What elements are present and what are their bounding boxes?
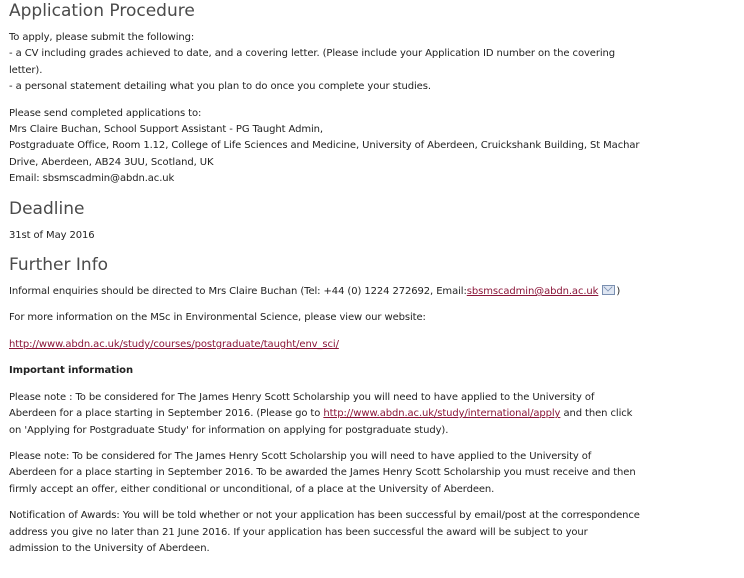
page-content — [9, 0, 735, 557]
important-info-heading-text: Important information — [9, 365, 133, 377]
mail-icon[interactable] — [602, 285, 615, 295]
application-intro: To apply, please submit the following: — [9, 32, 195, 43]
address-line-3: Drive, Aberdeen, AB24 3UU, Scotland, UK — [9, 156, 214, 168]
important-info-heading — [9, 363, 735, 379]
enquiries-email-link[interactable]: sbsmscadmin@abdn.ac.uk — [466, 286, 599, 298]
application-item-cv-line2: letter). — [9, 64, 43, 76]
deadline-heading: Deadline — [9, 198, 85, 219]
application-item-cv-line1: - a CV including grades achieved to date, and a covering letter. (Please include your Application ID number on the covering — [9, 48, 616, 60]
more-info-text: For more information on the MSc in Environmental Science, please view our website: — [9, 312, 426, 324]
deadline-date: 31st of May 2016 — [9, 229, 95, 241]
enquiries-paragraph — [9, 284, 735, 300]
application-procedure-heading: Application Procedure — [9, 1, 195, 21]
awards-line2: address you give no later than 21 June 2016. If your application has been successful the award will be subject to your — [9, 526, 588, 538]
website-link[interactable]: http://www.abdn.ac.uk/study/courses/postgraduate/taught/env_sci/ — [9, 338, 339, 350]
website-paragraph — [9, 337, 735, 353]
apply-link[interactable]: http://www.abdn.ac.uk/study/international/apply — [323, 408, 561, 420]
further-info-heading: Further Info — [9, 255, 109, 276]
awards-line3: admission to the University of Aberdeen. — [9, 542, 210, 554]
application-item-statement: - a personal statement detailing what you plan to do once you complete your studies. — [9, 81, 431, 93]
note1-line3: on 'Applying for Postgraduate Study' for information on applying for postgraduate study). — [9, 424, 449, 436]
note2-line3: firmly accept an offer, either conditional or unconditional, of a place at the University of Aberdeen. — [9, 483, 495, 495]
note1-line1: Please note : To be considered for The James Henry Scott Scholarship you will need to have applied to the University of — [9, 391, 595, 403]
enquiries-suffix: ) — [616, 286, 621, 298]
awards-line1: Notification of Awards: You will be told whether or not your application has been successful by email/post at the correspondence — [9, 510, 640, 522]
note1-line2-prefix: Aberdeen for a place starting in September 2016. (Please go to — [9, 408, 324, 420]
address-line-2: Postgraduate Office, Room 1.12, College of Life Sciences and Medicine, University of Aberdeen, Cruickshank Building, St Machar — [9, 140, 640, 152]
address-line-1: Mrs Claire Buchan, School Support Assistant - PG Taught Admin, — [9, 124, 323, 136]
note2-line1: Please note: To be considered for The James Henry Scott Scholarship you will need to have applied to the University of — [9, 450, 592, 462]
send-intro: Please send completed applications to: — [9, 107, 202, 119]
note2-line2: Aberdeen for a place starting in September 2016. To be awarded the James Henry Scott Scholarship you must receive and then — [9, 467, 636, 479]
note1-line2-suffix: and then click — [560, 408, 633, 420]
address-email: Email: sbsmscadmin@abdn.ac.uk — [9, 173, 175, 185]
note1-line2 — [9, 406, 735, 422]
enquiries-prefix: Informal enquiries should be directed to Mrs Claire Buchan (Tel: +44 (0) 1224 272692, Email: — [9, 286, 467, 298]
